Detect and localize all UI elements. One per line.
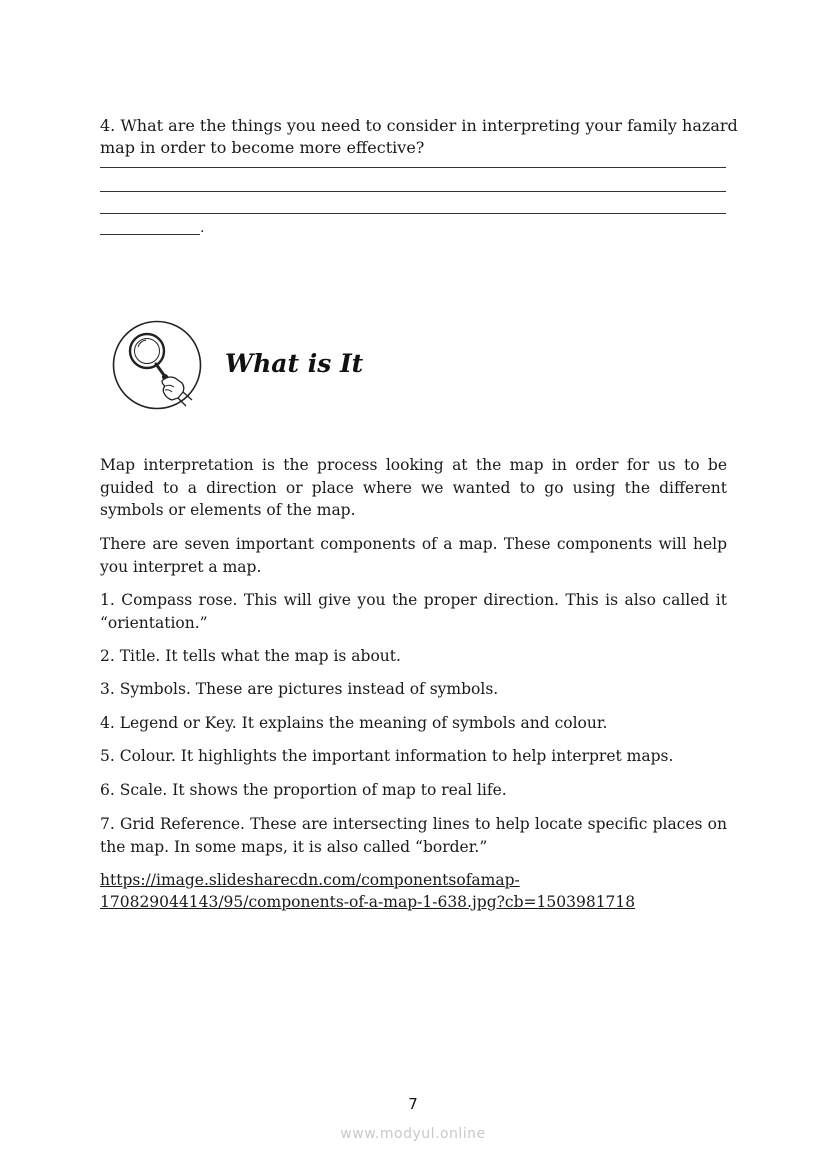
- list-item-colour: 5. Colour. It highlights the important information to help interpret maps.: [100, 747, 674, 765]
- source-link-line-1[interactable]: https://image.slidesharecdn.com/componentsofamap-: [100, 871, 520, 889]
- watermark: www.modyul.online: [340, 1126, 486, 1142]
- list-item-legend: 4. Legend or Key. It explains the meaning of symbols and colour.: [100, 714, 608, 732]
- magnifying-glass-icon: [112, 320, 202, 410]
- list-item-title: 2. Title. It tells what the map is about.: [100, 647, 401, 665]
- source-link[interactable]: [100, 869, 727, 913]
- list-item-scale: 6. Scale. It shows the proportion of map to real life.: [100, 781, 507, 799]
- question-4: 4. What are the things you need to consider in interpreting your family hazard map in order to become more effective?: [100, 116, 738, 157]
- answer-line-3[interactable]: [100, 213, 726, 214]
- list-item-grid-reference: 7. Grid Reference. These are intersecting lines to help locate specific places on the map. In some maps, it is also called “border.”: [100, 815, 727, 856]
- paragraph-components: There are seven important components of a map. These components will help you interpret a map.: [100, 535, 727, 576]
- source-link-line-2[interactable]: 170829044143/95/components-of-a-map-1-638.jpg?cb=1503981718: [100, 893, 636, 911]
- answer-line-stub: [100, 234, 200, 235]
- answer-line-1[interactable]: [100, 167, 726, 168]
- section-title: What is It: [225, 349, 364, 378]
- answer-line-2[interactable]: [100, 191, 726, 192]
- paragraph-intro: Map interpretation is the process looking at the map in order for us to be guided to a direction or place where we wanted to go using the different symbols or elements of the map.: [100, 456, 727, 519]
- answer-line-4[interactable]: [100, 221, 204, 235]
- list-item-compass-rose: 1. Compass rose. This will give you the proper direction. This is also called it “orientation.”: [100, 591, 727, 632]
- page-number: 7: [408, 1095, 418, 1113]
- answer-line-period: .: [200, 220, 205, 236]
- list-item-symbols: 3. Symbols. These are pictures instead of symbols.: [100, 680, 499, 698]
